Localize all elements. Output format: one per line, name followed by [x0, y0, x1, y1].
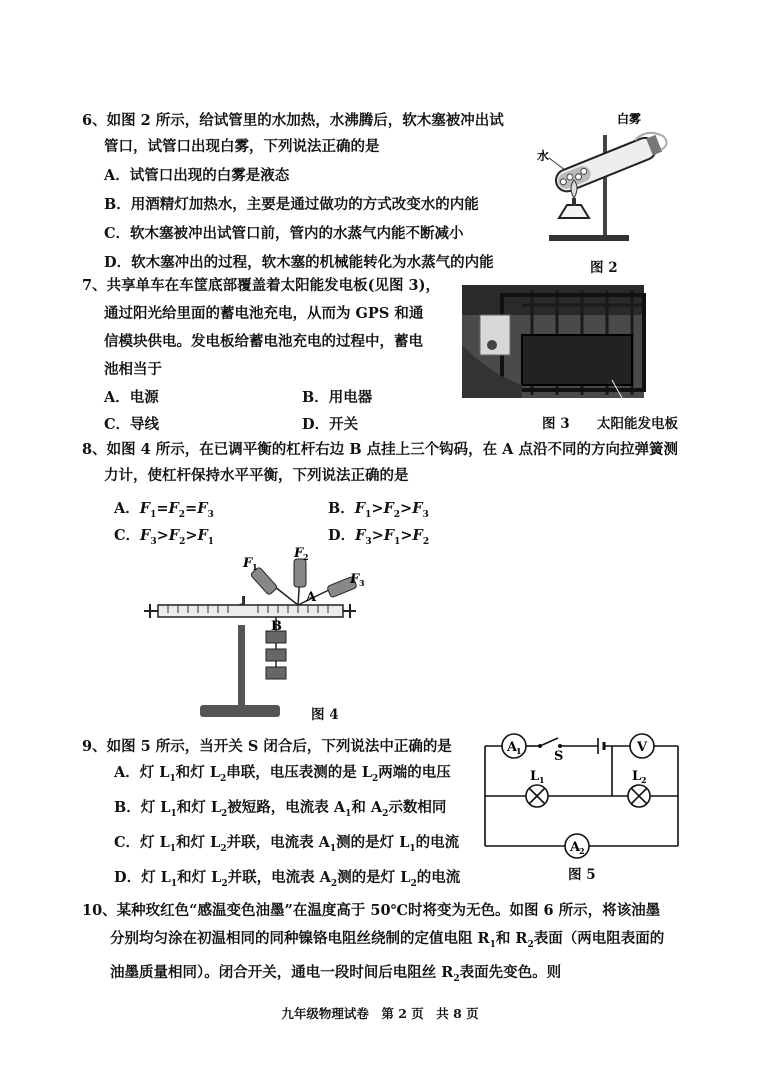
label-point-b: B — [271, 619, 282, 634]
q6-option-a[interactable]: A．试管口出现的白雾是液态 — [104, 167, 290, 184]
figure-2-test-tube — [535, 110, 675, 245]
q9-line1: 9、如图 5 所示，当开关 S 闭合后，下列说法中正确的是 — [82, 738, 452, 755]
q7-option-b[interactable]: B．用电器 — [302, 389, 373, 406]
q10-line1: 10、某种玫红色“感温变色油墨”在温度高于 50℃时将变为无色。如图 6 所示，将该油墨 — [82, 902, 661, 919]
q9-option-b[interactable]: B．灯 $L_1$和灯 $L_2$被短路，电流表 $A_1$和 $A_2$示数相同 — [114, 798, 447, 819]
q7-option-c[interactable]: C．导线 — [104, 416, 160, 433]
q8-stem — [82, 437, 722, 489]
page-footer: 九年级物理试卷 第 2 页 共 8 页 — [281, 1006, 479, 1021]
q8-option-d[interactable]: D．$F_3>F_1>F_2$ — [328, 527, 430, 547]
q7-option-d[interactable]: D．开关 — [302, 416, 359, 433]
svg-text:1: 1 — [516, 746, 522, 756]
label-ammeter-a2: A — [570, 840, 581, 855]
label-water: 水 — [537, 149, 550, 163]
q7-line4: 池相当于 — [104, 361, 162, 378]
q10-line2: 分别均匀涂在初温相同的同种镍铬电阻丝绕制的定值电阻 $R_1$和 $R_2$表面（两电阻表面的 — [110, 930, 665, 950]
q6-option-c[interactable]: C．软木塞被冲出试管口前，管内的水蒸气内能不断减小 — [104, 225, 464, 242]
label-ammeter-a1: A — [507, 740, 518, 755]
label-f2: 2 — [303, 552, 309, 562]
figure-2-caption: 图 2 — [590, 260, 618, 276]
label-fog: 白雾 — [617, 112, 642, 126]
figure-3-caption — [542, 412, 678, 432]
q8-option-b[interactable]: B．$F_1>F_2>F_3$ — [328, 500, 429, 520]
svg-text:2: 2 — [641, 775, 647, 785]
q8-line1: 8、如图 4 所示，在已调平衡的杠杆右边 B 点挂上三个钩码，在 A 点沿不同的方向拉弹簧测 — [82, 441, 678, 458]
q6-stem — [82, 108, 532, 160]
figure-3-label: 太阳能发电板 — [597, 416, 678, 432]
label-lamp-l1: L — [530, 769, 540, 784]
svg-text:1: 1 — [539, 775, 545, 785]
q6-option-b[interactable]: B．用酒精灯加热水，主要是通过做功的方式改变水的内能 — [104, 196, 479, 213]
label-voltmeter: V — [637, 740, 648, 755]
q8-line2: 力计，使杠杆保持水平平衡，下列说法正确的是 — [104, 467, 409, 484]
figure-5-circuit — [482, 726, 682, 866]
q6-line2: 管口，试管口出现白雾，下列说法正确的是 — [104, 138, 380, 155]
figure-4-lever — [140, 545, 365, 723]
svg-text:2: 2 — [579, 846, 585, 856]
figure-4-caption: 图 4 — [311, 707, 339, 723]
q8-option-c[interactable]: C．$F_3>F_2>F_1$ — [114, 527, 215, 547]
q7-stem — [82, 272, 462, 384]
q6-options — [104, 163, 534, 276]
label-switch: S — [554, 749, 564, 764]
figure-3-number: 图 3 — [542, 416, 570, 432]
q7-line2: 通过阳光给里面的蓄电池充电，从而为 GPS 和通 — [104, 305, 424, 322]
svg-text:F: F — [350, 572, 360, 587]
q9-option-c[interactable]: C．灯 $L_1$和灯 $L_2$并联，电流表 $A_1$测的是灯 $L_1$的电流 — [114, 833, 460, 854]
q8-option-a[interactable]: A．$F_1=F_2=F_3$ — [114, 500, 214, 520]
svg-text:F: F — [294, 546, 304, 561]
q9-options — [114, 760, 494, 897]
figure-3-solar-panel-photo — [462, 285, 644, 398]
svg-text:F: F — [243, 556, 253, 571]
q7-line1: 7、共享单车在车筐底部覆盖着太阳能发电板(见图 3)， — [82, 277, 440, 294]
q7-option-a[interactable]: A．电源 — [104, 389, 159, 406]
q10-line3: 油墨质量相同）。闭合开关，通电一段时间后电阻丝 $R_2$表面先变色。则 — [110, 963, 562, 984]
label-f1: 1 — [252, 562, 258, 572]
q6-option-d[interactable]: D．软木塞冲出的过程，软木塞的机械能转化为水蒸气的内能 — [104, 254, 494, 271]
q6-line1: 6、如图 2 所示，给试管里的水加热，水沸腾后，软木塞被冲出试 — [82, 112, 504, 129]
q9-option-a[interactable]: A．灯 $L_1$和灯 $L_2$串联，电压表测的是 $L_2$两端的电压 — [114, 764, 451, 784]
q9-option-d[interactable]: D．灯 $L_1$和灯 $L_2$并联，电流表 $A_2$测的是灯 $L_2$的电流 — [114, 868, 461, 889]
label-lamp-l2: L — [632, 769, 642, 784]
figure-5-caption: 图 5 — [568, 867, 596, 883]
label-f3: 3 — [359, 578, 365, 588]
label-point-a: A — [306, 590, 317, 605]
q10-stem — [82, 897, 732, 993]
q7-line3: 信模块供电。发电板给蓄电池充电的过程中，蓄电 — [104, 333, 423, 350]
